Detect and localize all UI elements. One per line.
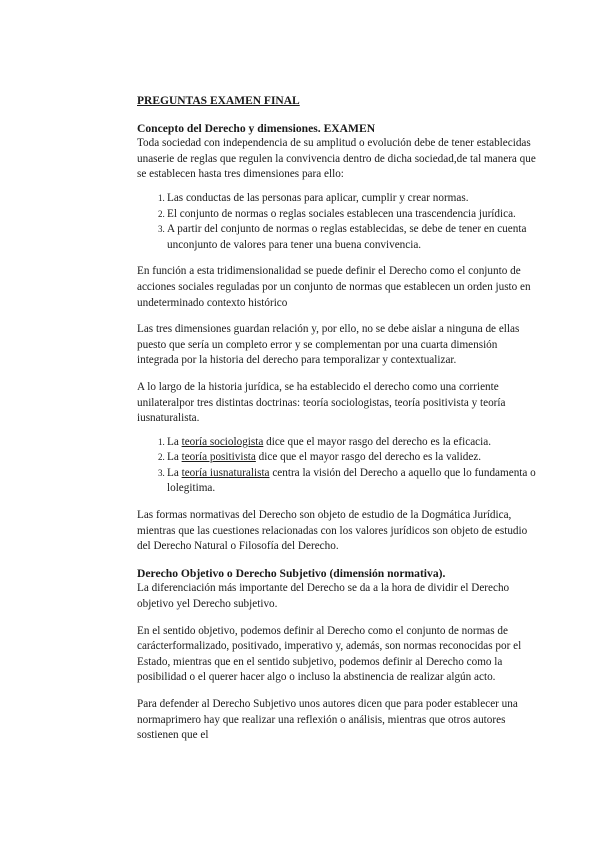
paragraph-intro: Toda sociedad con independencia de su amplitud o evolución debe de tener establecidas unaserie de reglas que regulen la convivencia dentro de dicha sociedad,de tal manera que se establecen hasta tres dimensiones para ello: <box>137 137 536 181</box>
paragraph-tridimensionalidad: En función a esta tridimensionalidad se puede definir el Derecho como el conjunto de acciones sociales reguladas por un conjunto de normas que establecen un orden justo en undeterminado contexto histórico <box>137 265 531 309</box>
section-heading-derecho-objetivo: Derecho Objetivo o Derecho Subjetivo (dimensión normativa). <box>137 566 446 580</box>
paragraph-formas-normativas: Las formas normativas del Derecho son objeto de estudio de la Dogmática Jurídica, mientras que las cuestiones relacionadas con los valores jurídicos son objeto de estudio del Derecho Natural o Filosofía del Derecho. <box>137 509 528 553</box>
theory-term: teoría iusnaturalista <box>181 466 270 479</box>
section-heading-concepto: Concepto del Derecho y dimensiones. EXAMEN <box>137 121 376 135</box>
dimensions-list <box>137 191 537 253</box>
theories-list <box>137 435 537 497</box>
paragraph-tres-dimensiones: Las tres dimensiones guardan relación y, por ello, no se debe aislar a ninguna de ellas puesto que sería un completo error y se complementan por una cuarta dimensión integrada por la historia del derecho para temporalizar y contextualizar. <box>137 323 520 367</box>
theory-prefix: La <box>167 451 182 464</box>
theory-description: centra la visión del Derecho a aquello que lo fundamenta o lolegitima. <box>167 466 536 495</box>
paragraph-sentido-objetivo: En el sentido objetivo, podemos definir al Derecho como el conjunto de normas de carácterformalizado, positivado, imperativo y, además, son normas reconocidas por el Estado, mientras que en el sentido subjetivo, podemos definir al Derecho como la posibilidad o el querer hacer algo o incluso la abstinencia de realizar algún acto. <box>137 624 522 684</box>
list-item: 1. Las conductas de las personas para aplicar, cumplir y crear normas. <box>167 191 537 207</box>
theory-prefix: La <box>167 435 182 448</box>
list-item <box>167 450 537 466</box>
theory-term: teoría positivista <box>181 451 256 464</box>
list-item <box>167 466 537 497</box>
list-item: 3. A partir del conjunto de normas o reglas establecidas, se debe de tener en cuenta unconjunto de valores para tener una buena convivencia. <box>167 222 537 253</box>
theory-term: teoría sociologista <box>181 435 264 448</box>
list-item: 2. El conjunto de normas o reglas sociales establecen una trascendencia jurídica. <box>167 207 537 223</box>
theory-description: dice que el mayor rasgo del derecho es la eficacia. <box>263 435 492 448</box>
paragraph-historia: A lo largo de la historia jurídica, se ha establecido el derecho como una corriente unilateralpor tres distintas doctrinas: teoría sociologistas, teoría positivista y teoría iusnaturalista. <box>137 380 506 425</box>
document-title: PREGUNTAS EXAMEN FINAL <box>137 95 300 107</box>
list-item <box>167 435 537 451</box>
theory-description: dice que el mayor rasgo del derecho es la validez. <box>255 451 482 464</box>
theory-prefix: La <box>167 466 182 479</box>
paragraph-diferenciacion: La diferenciación más importante del Derecho se da a la hora de dividir el Derecho objetivo yel Derecho subjetivo. <box>137 582 510 611</box>
paragraph-derecho-subjetivo: Para defender al Derecho Subjetivo unos autores dicen que para poder establecer una normaprimero hay que realizar una reflexión o análisis, mientras que otros autores sostienen que el <box>137 698 518 742</box>
document-body <box>137 94 537 744</box>
